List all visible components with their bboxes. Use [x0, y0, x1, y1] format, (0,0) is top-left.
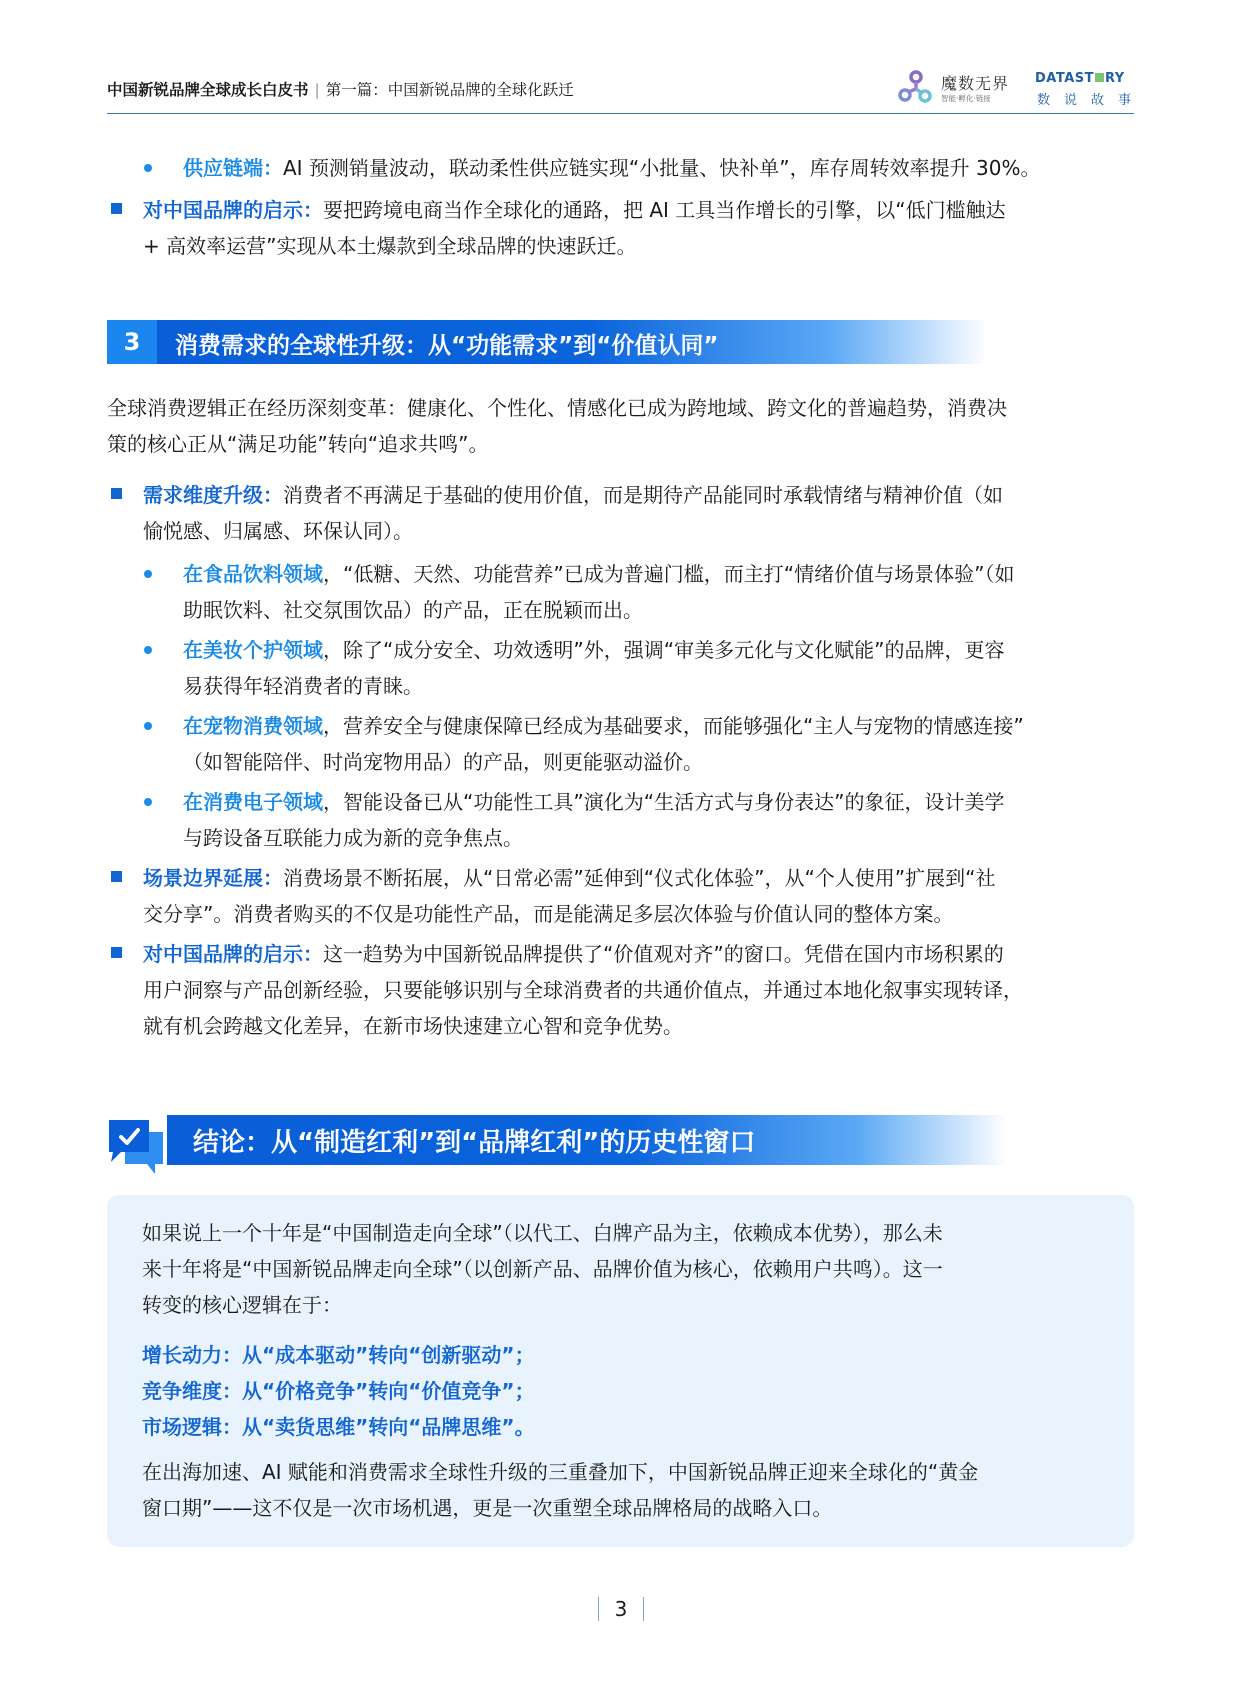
conclusion-closing-line1: 在出海加速、AI 赋能和消费需求全球性升级的三重叠加下，中国新锐品牌正迎来全球化的“黄金: [142, 1460, 979, 1484]
scene-expansion-label: 场景边界延展：: [143, 866, 283, 890]
food-beverage-label: 在食品饮料领域: [183, 562, 323, 586]
demand-upgrade-line2: 愉悦感、归属感、环保认同）。: [143, 519, 413, 543]
datastory-name-right: RY: [1105, 71, 1125, 86]
mushu-logo-name: 魔数无界: [941, 74, 1010, 93]
supply-chain-item: [183, 150, 1040, 186]
chat-check-icon: [105, 1116, 167, 1176]
electronics-label: 在消费电子领域: [183, 790, 323, 814]
square-bullet-icon: [111, 871, 122, 882]
dot-bullet-icon: [144, 798, 152, 806]
conclusion-point-competition: 竞争维度：从“价格竞争”转向“价值竞争”；: [142, 1379, 535, 1403]
section-3-banner: [107, 320, 987, 364]
insight-top-line1: [143, 192, 1006, 228]
pet-line1: [183, 708, 1024, 744]
conclusion-title: 结论：从“制造红利”到“品牌红利”的历史性窗口: [193, 1128, 756, 1158]
green-square-icon: [1095, 73, 1104, 82]
pet-label: 在宠物消费领域: [183, 714, 323, 738]
insight-top-label: 对中国品牌的启示：: [143, 198, 323, 222]
insight-top-text1: 要把跨境电商当作全球化的通路，把 AI 工具当作增长的引擎，以“低门槛触达: [323, 198, 1006, 222]
conclusion-point-market: 市场逻辑：从“卖货思维”转向“品牌思维”。: [142, 1415, 535, 1439]
datastory-logo-name: [1035, 71, 1125, 86]
page-header: [107, 62, 1146, 114]
food-beverage-line2: 助眠饮料、社交氛围饮品）的产品，正在脱颖而出。: [183, 598, 643, 622]
scene-expansion-line2: 交分享”。消费者购买的不仅是功能性产品，而是能满足多层次体验与价值认同的整体方案。: [143, 902, 954, 926]
supply-chain-text: AI 预测销量波动，联动柔性供应链实现“小批量、快补单”，库存周转效率提升 30%。: [283, 156, 1041, 180]
insight-top-line2: + 高效率运营”实现从本土爆款到全球品牌的快速跃迁。: [143, 234, 637, 258]
supply-chain-label: 供应链端：: [183, 156, 283, 180]
dot-bullet-icon: [144, 164, 152, 172]
insight-line2: 用户洞察与产品创新经验，只要能够识别与全球消费者的共通价值点，并通过本地化叙事实现转译，: [143, 978, 1023, 1002]
pet-text1: ，营养安全与健康保障已经成为基础要求，而能够强化“主人与宠物的情感连接”: [323, 714, 1024, 738]
conclusion-banner: [167, 1115, 1007, 1165]
dot-bullet-icon: [144, 570, 152, 578]
section-3-intro-line2: 策的核心正从“满足功能”转向“追求共鸣”。: [107, 432, 489, 456]
square-bullet-icon: [111, 203, 122, 214]
insight-line3: 就有机会跨越文化差异，在新市场快速建立心智和竞争优势。: [143, 1014, 683, 1038]
mushu-logo-tagline: 智能·孵化·链接: [941, 94, 991, 103]
beauty-care-label: 在美妆个护领域: [183, 638, 323, 662]
scene-expansion-line1: [143, 860, 996, 896]
insight-text1: 这一趋势为中国新锐品牌提供了“价值观对齐”的窗口。凭借在国内市场积累的: [323, 942, 1004, 966]
conclusion-intro-line1: 如果说上一个十年是“中国制造走向全球”（以代工、白牌产品为主，依赖成本优势），那么未: [142, 1221, 943, 1245]
pet-line2: （如智能陪伴、时尚宠物用品）的产品，则更能驱动溢价。: [183, 750, 703, 774]
header-separator: |: [314, 81, 320, 99]
mushu-logo: [897, 68, 1037, 108]
conclusion-closing-line2: 窗口期”——这不仅是一次市场机遇，更是一次重塑全球品牌格局的战略入口。: [142, 1496, 833, 1520]
dot-bullet-icon: [144, 646, 152, 654]
insight-label: 对中国品牌的启示：: [143, 942, 323, 966]
document-title: 中国新锐品牌全球成长白皮书: [107, 81, 309, 99]
chapter-title: 第一篇：中国新锐品牌的全球化跃迁: [325, 81, 574, 99]
demand-upgrade-line1: [143, 477, 1003, 513]
electronics-line1: [183, 784, 1004, 820]
conclusion-intro-line3: 转变的核心逻辑在于：: [142, 1293, 342, 1317]
conclusion-intro-line2: 来十年将是“中国新锐品牌走向全球”（以创新产品、品牌价值为核心，依赖用户共鸣）。这一: [142, 1257, 943, 1281]
electronics-text1: ，智能设备已从“功能性工具”演化为“生活方式与身份表达”的象征，设计美学: [323, 790, 1005, 814]
section-3-title: 消费需求的全球性升级：从“功能需求”到“价值认同”: [175, 333, 719, 359]
food-beverage-text1: ，“低糖、天然、功能营养”已成为普遍门槛，而主打“情绪价值与场景体验”（如: [323, 562, 1015, 586]
beauty-care-text1: ，除了“成分安全、功效透明”外，强调“审美多元化与文化赋能”的品牌，更容: [323, 638, 1005, 662]
datastory-name-left: DATAST: [1035, 71, 1094, 86]
insight-line1: [143, 936, 1004, 972]
section-3-intro-line1: 全球消费逻辑正在经历深刻变革：健康化、个性化、情感化已成为跨地域、跨文化的普遍趋势，消费决: [107, 396, 1007, 420]
demand-upgrade-text1: 消费者不再满足于基础的使用价值，而是期待产品能同时承载情绪与精神价值（如: [283, 483, 1003, 507]
section-number: 3: [107, 320, 157, 364]
molecule-logo-icon: [897, 68, 935, 106]
dot-bullet-icon: [144, 722, 152, 730]
conclusion-point-growth: 增长动力：从“成本驱动”转向“创新驱动”；: [142, 1343, 535, 1367]
beauty-care-line2: 易获得年轻消费者的青睐。: [183, 674, 423, 698]
page-number: 3: [598, 1597, 644, 1621]
food-beverage-line1: [183, 556, 1014, 592]
electronics-line2: 与跨设备互联能力成为新的竞争焦点。: [183, 826, 523, 850]
beauty-care-line1: [183, 632, 1004, 668]
datastory-logo-tagline: 数说故事: [1037, 93, 1146, 108]
square-bullet-icon: [111, 947, 122, 958]
header-title: [107, 78, 574, 100]
scene-expansion-text1: 消费场景不断拓展，从“日常必需”延伸到“仪式化体验”，从“个人使用”扩展到“社: [283, 866, 996, 890]
datastory-logo: [1035, 68, 1145, 108]
demand-upgrade-label: 需求维度升级：: [143, 483, 283, 507]
square-bullet-icon: [111, 488, 122, 499]
